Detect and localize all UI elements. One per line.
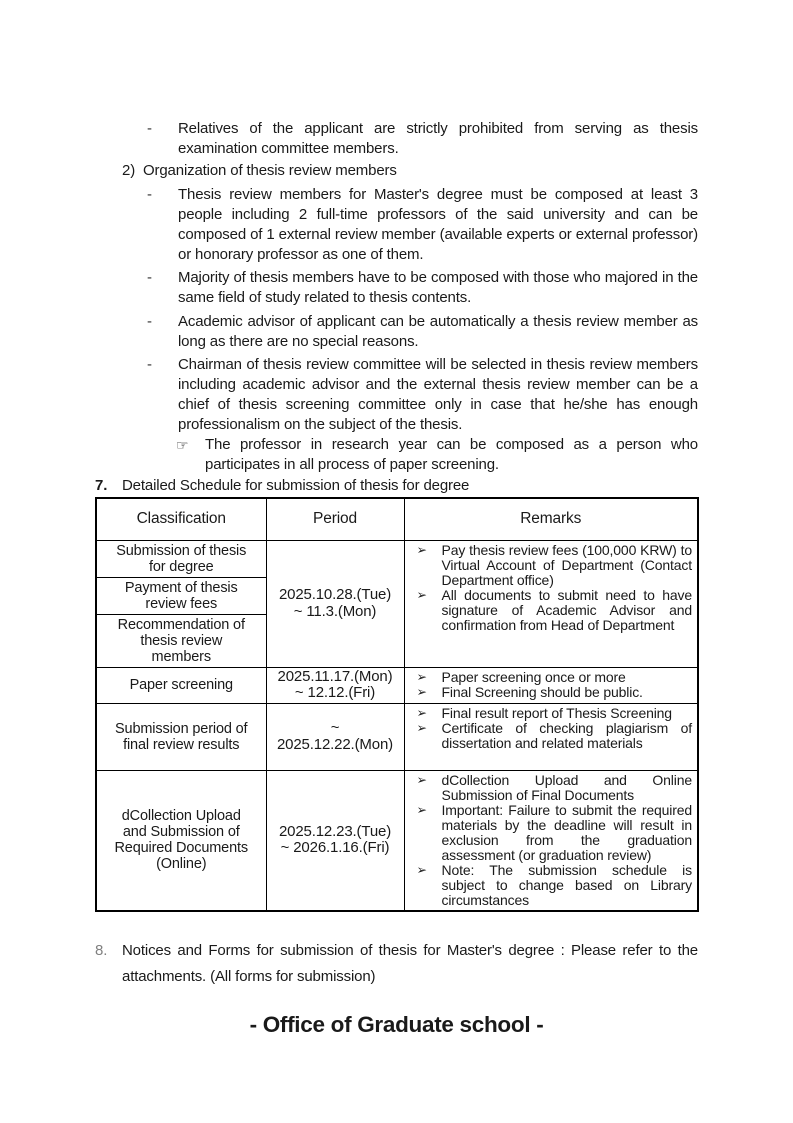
cell-line: ~ 11.3.(Mon) [293,602,377,620]
dash-bullet: - [147,313,152,330]
arrow-bullet-icon: ➢ [416,862,427,877]
cell-line: members [151,648,211,665]
remark-item [405,543,698,588]
paragraph-text: Relatives of the applicant are strictly prohibited from serving as thesis examination committee members. [178,120,698,157]
section-text: Notices and Forms for submission of thesis for Master's degree : Please refer to the attachments. (All forms for submission) [122,942,698,985]
list-item [95,119,698,159]
cell-line: (Online) [156,856,207,873]
remarks-cell [404,703,698,770]
remark-text: Final Screening should be public. [441,683,643,700]
section-number: 7. [95,477,108,494]
cell-line: dCollection Upload [121,808,241,825]
remark-item [405,588,698,633]
remarks-cell [404,770,698,911]
arrow-bullet-icon: ➢ [416,669,427,684]
arrow-bullet-icon: ➢ [416,587,427,602]
cell-line: ~ [330,719,340,736]
cell-line: review fees [145,595,218,612]
remark-text: Paper screening once or more [441,668,626,685]
cell-line: 2025.12.22.(Mon) [276,735,393,753]
table-row [96,770,698,911]
remark-text: Important: Failure to submit the required materials by the deadline will result in exclusion from the graduation assessment (or graduation review) [441,801,692,863]
paragraph-text: Academic advisor of applicant can be automatically a thesis review member as long as there are no special reasons. [178,313,698,350]
cell-line: Submission period of [115,720,248,737]
cell-line: ~ 12.12.(Fri) [294,684,376,701]
paragraph-text: Chairman of thesis review committee will be selected in thesis review members including academic advisor and the external thesis review member can be a chief of thesis screening committee only in case that he/she has enough professionalism on the subject of the thesis. [178,356,698,433]
classification-cell [96,540,266,577]
list-item [95,268,698,308]
column-header-classification: Classification [96,498,266,540]
classification-cell [96,614,266,667]
cell-line: 2025.11.17.(Mon) [277,667,393,685]
remark-item [405,670,698,685]
paragraph-text: Majority of thesis members have to be composed with those who majored in the same field of study related to thesis contents. [178,269,698,306]
list-item [95,185,698,265]
remark-item [405,803,698,863]
table-row [96,540,698,577]
remark-item [405,863,698,908]
cell-line: Submission of thesis [116,542,247,559]
dash-bullet: - [147,186,152,203]
remark-text: Final result report of Thesis Screening [441,704,672,721]
table-row [96,703,698,770]
classification-cell [96,577,266,614]
pointing-hand-icon: ☞ [176,437,189,453]
cell-line: for degree [148,558,214,575]
remark-text: All documents to submit need to have signature of Academic Advisor and confirmation from Head of Department [441,586,692,633]
cell-line: Recommendation of [117,616,245,633]
column-header-period: Period [266,498,404,540]
remark-text: Pay thesis review fees (100,000 KRW) to Virtual Account of Department (Contact Department office) [441,541,692,588]
period-cell [266,703,404,770]
remark-item [405,685,698,700]
section-7-heading [95,476,698,495]
section-8-item [95,938,698,990]
list-item-2 [95,161,698,181]
cell-line: thesis review [140,632,223,649]
remark-item [405,721,698,751]
period-cell [266,770,404,911]
cell-line: ~ 2026.1.16.(Fri) [280,839,390,857]
arrow-bullet-icon: ➢ [416,772,427,787]
cell-line: 2025.12.23.(Tue) [278,822,392,840]
dash-bullet: - [147,269,152,286]
paragraph-text: Organization of thesis review members [143,162,397,179]
dash-bullet: - [147,120,152,137]
remark-text: dCollection Upload and Online Submission of Final Documents [441,771,692,803]
remarks-cell [404,667,698,703]
cell-line: Payment of thesis [124,579,238,596]
remarks-cell [404,540,698,667]
table-header-row [96,498,698,540]
cell-line: 2025.10.28.(Tue) [278,586,392,603]
note-item [95,435,698,475]
arrow-bullet-icon: ➢ [416,684,427,699]
period-cell [266,667,404,703]
note-text: The professor in research year can be composed as a person who participates in all process of paper screening. [205,436,698,473]
remark-text: Note: The submission schedule is subject to change based on Library circumstances [441,861,692,908]
remark-item [405,706,698,721]
cell-line: Required Documents [114,840,248,857]
list-item [95,312,698,352]
classification-cell [96,667,266,703]
paragraph-text: Thesis review members for Master's degree must be composed at least 3 people including 2 full-time professors of the said university and can be composed of 1 external review member (available experts or external professor) or honorary professor as one of them. [178,186,698,263]
period-cell [266,540,404,667]
arrow-bullet-icon: ➢ [416,542,427,557]
arrow-bullet-icon: ➢ [416,705,427,720]
arrow-bullet-icon: ➢ [416,720,427,735]
section-title: Detailed Schedule for submission of thesis for degree [122,477,470,494]
schedule-table [95,497,699,912]
table-row [96,667,698,703]
column-header-remarks: Remarks [404,498,698,540]
remark-text: Certificate of checking plagiarism of dissertation and related materials [441,719,692,751]
cell-line: final review results [123,736,240,753]
item-number: 2) [122,162,136,179]
list-item [95,355,698,435]
cell-line: Paper screening [129,677,233,693]
classification-cell [96,703,266,770]
classification-cell [96,770,266,911]
cell-line: and Submission of [122,824,240,841]
office-signature: - Office of Graduate school - [249,1012,544,1037]
arrow-bullet-icon: ➢ [416,802,427,817]
remark-item [405,773,698,803]
dash-bullet: - [147,356,152,373]
section-number: 8. [95,942,108,959]
